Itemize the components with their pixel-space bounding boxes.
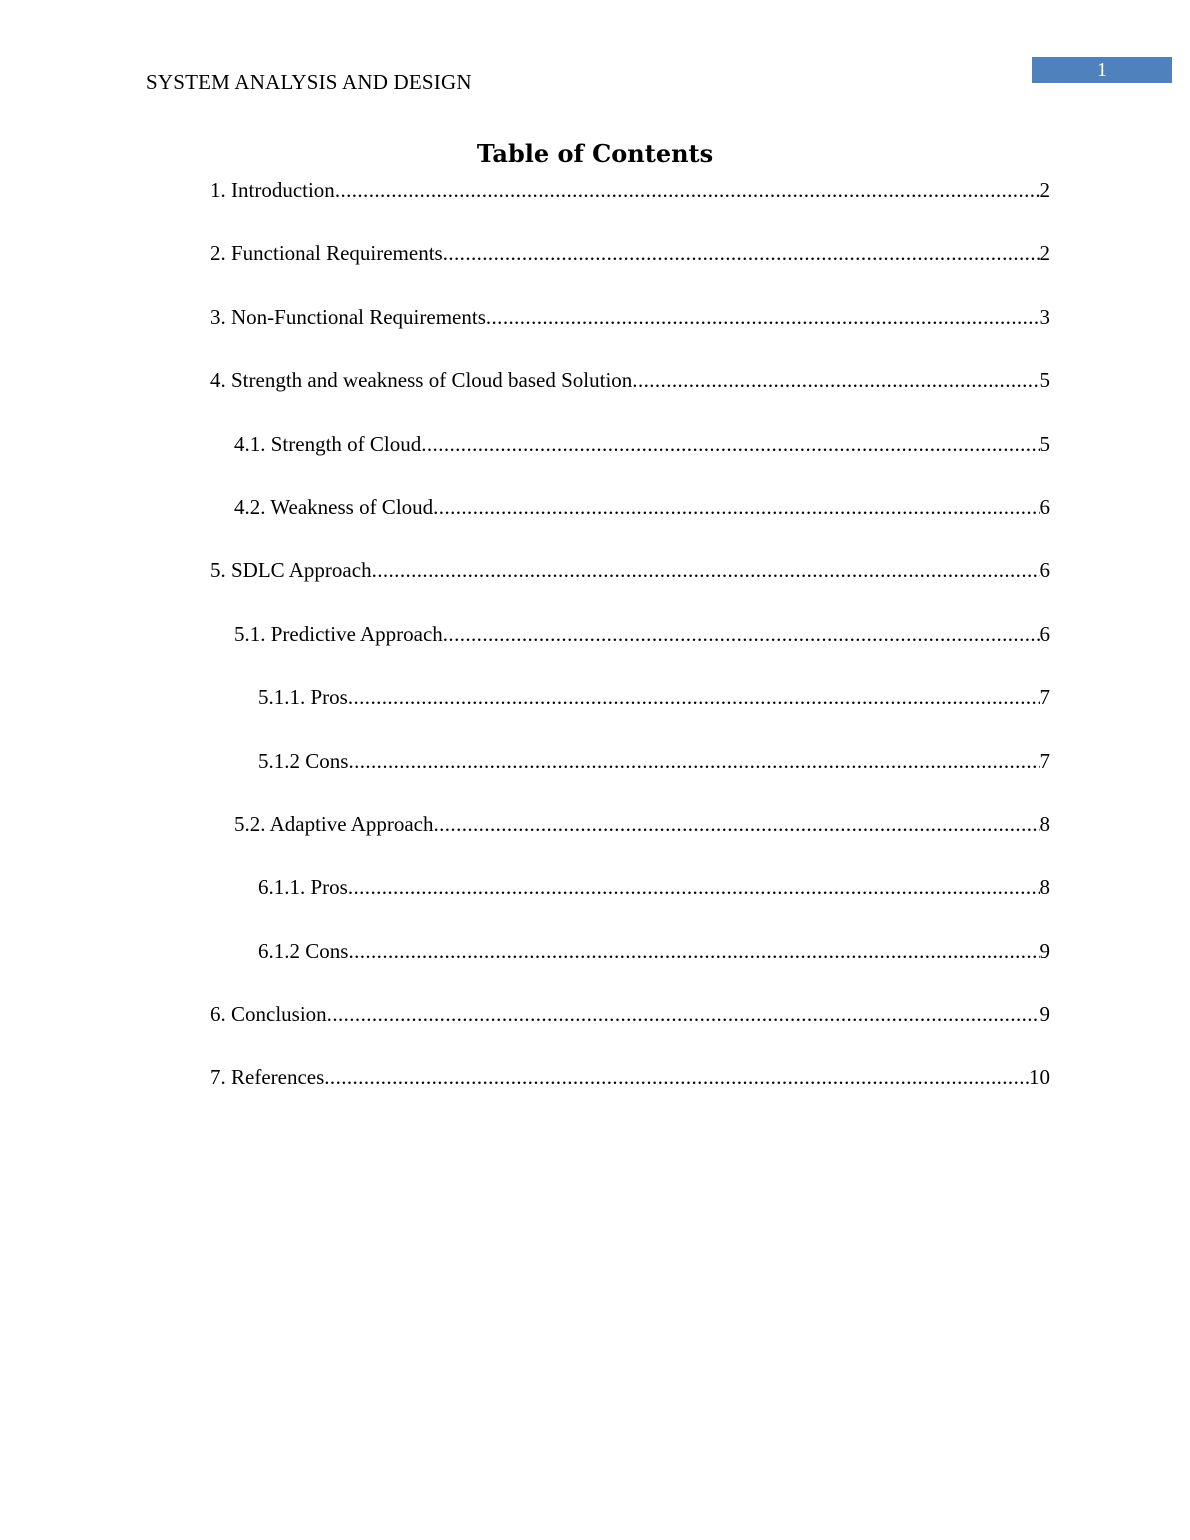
toc-title: Table of Contents: [476, 139, 714, 168]
toc-entry-non-functional-requirements[interactable]: [210, 303, 1050, 366]
toc-leader-dots: [348, 873, 1040, 901]
toc-entry-label: 5. SDLC Approach: [210, 558, 372, 583]
toc-entry-page: 10: [1029, 1065, 1050, 1090]
toc-entry-page: 2: [1039, 241, 1050, 266]
toc-entry-page: 6: [1039, 558, 1050, 583]
table-of-contents: [210, 176, 1050, 1127]
toc-entry-page: 6: [1039, 621, 1050, 646]
toc-entry-conclusion[interactable]: [210, 1000, 1050, 1063]
toc-entry-page: 8: [1039, 875, 1050, 900]
toc-leader-dots: [443, 239, 1040, 267]
toc-entry-label: 5.1. Predictive Approach: [234, 621, 443, 646]
toc-entry-functional-requirements[interactable]: [210, 239, 1050, 302]
toc-entry-label: 6. Conclusion: [210, 1002, 327, 1027]
toc-entry-label: 5.1.1. Pros: [258, 685, 348, 710]
toc-entry-predictive-approach[interactable]: [210, 620, 1050, 683]
toc-entry-label: 6.1.2 Cons: [258, 938, 349, 963]
toc-leader-dots: [443, 620, 1040, 648]
toc-entry-label: 5.2. Adaptive Approach: [234, 811, 434, 836]
toc-leader-dots: [348, 937, 1039, 965]
toc-entry-page: 5: [1039, 368, 1050, 393]
toc-entry-sdlc-approach[interactable]: [210, 556, 1050, 619]
toc-leader-dots: [421, 430, 1039, 458]
toc-entry-adaptive-cons[interactable]: [210, 937, 1050, 1000]
toc-entry-introduction[interactable]: [210, 176, 1050, 239]
toc-entry-label: 2. Functional Requirements: [210, 241, 443, 266]
toc-entry-page: 9: [1039, 938, 1050, 963]
toc-entry-label: 3. Non-Functional Requirements: [210, 304, 486, 329]
toc-entry-page: 7: [1039, 748, 1050, 773]
toc-entry-label: 5.1.2 Cons: [258, 748, 349, 773]
toc-leader-dots: [348, 683, 1040, 711]
toc-entry-page: 7: [1039, 685, 1050, 710]
toc-entry-adaptive-approach[interactable]: [210, 810, 1050, 873]
toc-entry-adaptive-pros[interactable]: [210, 873, 1050, 936]
toc-leader-dots: [632, 366, 1039, 394]
toc-entry-label: 4.2. Weakness of Cloud: [234, 494, 434, 519]
toc-entry-references[interactable]: [210, 1063, 1050, 1126]
toc-leader-dots: [348, 747, 1039, 775]
toc-entry-predictive-cons[interactable]: [210, 747, 1050, 810]
toc-leader-dots: [327, 1000, 1040, 1028]
toc-entry-label: 6.1.1. Pros: [258, 875, 348, 900]
toc-entry-predictive-pros[interactable]: [210, 683, 1050, 746]
toc-entry-label: 4.1. Strength of Cloud: [234, 431, 422, 456]
toc-entry-page: 3: [1039, 304, 1050, 329]
toc-leader-dots: [433, 810, 1039, 838]
toc-entry-page: 8: [1039, 811, 1050, 836]
toc-leader-dots: [372, 556, 1040, 584]
toc-entry-label: 4. Strength and weakness of Cloud based Solution: [210, 368, 633, 393]
toc-leader-dots: [324, 1063, 1029, 1091]
toc-entry-strength-and-weakness[interactable]: [210, 366, 1050, 429]
toc-entry-weakness-of-cloud[interactable]: [210, 493, 1050, 556]
toc-entry-label: 1. Introduction: [210, 178, 335, 202]
toc-entry-label: 7. References: [210, 1065, 325, 1090]
toc-entry-page: 2: [1039, 178, 1050, 202]
toc-entry-page: 6: [1039, 494, 1050, 519]
toc-entry-page: 9: [1039, 1002, 1050, 1027]
page-number-badge: 1: [1032, 57, 1172, 83]
toc-entry-page: 5: [1039, 431, 1050, 456]
toc-entry-strength-of-cloud[interactable]: [210, 430, 1050, 493]
running-head: SYSTEM ANALYSIS AND DESIGN: [146, 70, 472, 94]
toc-leader-dots: [335, 176, 1040, 204]
toc-leader-dots: [486, 303, 1040, 331]
toc-leader-dots: [433, 493, 1039, 521]
